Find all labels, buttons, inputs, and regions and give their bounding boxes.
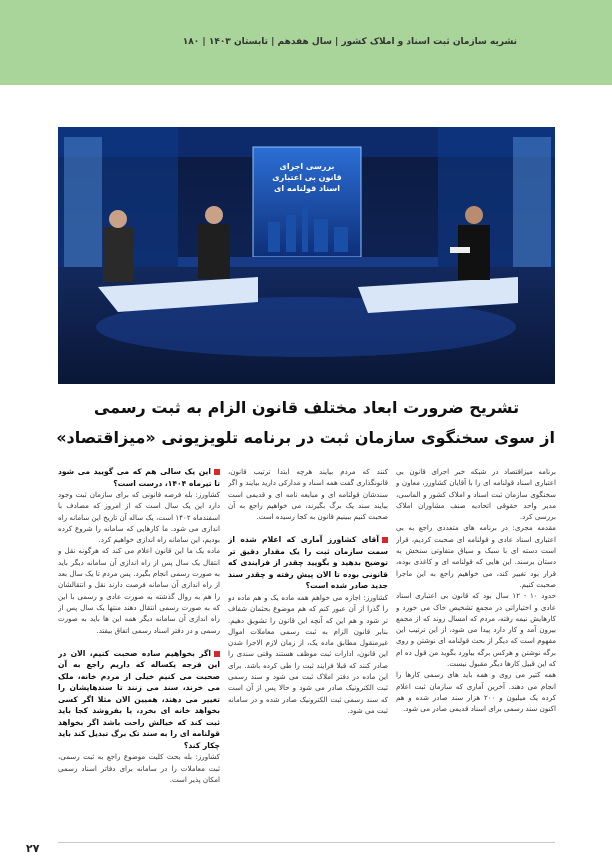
question-text: این یک سالی هم که می گویید می شود تا تیرماه ۱۴۰۴، درست است؟ (58, 467, 220, 488)
column-middle (228, 466, 388, 834)
article-title (58, 397, 555, 449)
question-text: آقای کشاورز آماری که اعلام شده از سمت سازمان ثبت را یک مقدار دقیق تر توضیح بدهید و بگویید چقدر از فرایندی که قانونی بوده تا الان پیش رفته و چقدر سند جدید صادر شده است؟ (228, 535, 388, 591)
question-text: اگر بخواهیم ساده صحبت کنیم، الان در این فرجه یکساله که داریم راجع به آن صحبت می کنیم خیلی از مردم خانه، ملک می خرند، سند می زنند تا سندهایشان را تغییر می دهند، همیین الان مثلا اگر کسی بخواهد خانه ای بخرد، یا بفروشد کجا باید ثبت کند که خیالش راحت باشد اگر بخواهد قولنامه ای را به سند تک برگ تبدیل کند باید چکار کند؟ (58, 648, 220, 750)
question-paragraph (58, 648, 220, 752)
title-line-2: از سوی سخنگوی سازمان ثبت در برنامه تلویزیونی «میزاقتصاد» (56, 428, 555, 447)
question-paragraph (58, 466, 220, 489)
paragraph: کشاورز: بله بحث کلیت موضوع راجع به ثبت رسمی، ثبت معاملات را در سامانه برای دفاتر اسناد رسمی امکان پذیر است. (58, 752, 220, 784)
paragraph: حدود ۱۰ - ۱۲ سال بود که قانون بی اعتباری اسناد عادی و اختیاراتی در مجمع تشخیص خاک می خورد و کارهایش نیمه رفته، مردم که امسال روند که از مجمع بیرون آمد و کار دارد پیدا می شود، از این ترتیب این مفهوم است که دیگر از بحث قولنامه ای نوشتن و روی برگه نوشتن و هرکس برگه بیاورد بگوید من قول ده ام که این قبیل کارها دیگر مقبول نیست. (396, 591, 556, 669)
page-number: ۲۷ (26, 842, 40, 855)
paragraph: کشاورز: بله فرصه قانونی که برای سازمان ثبت وجود دارد این یک سال است که از امروز که مصادف با اسفندماه ۱۴۰۲ است، یک ساله آن تاریخ این سامانه راه اندازی می شود. ما کارهایی که سامانه را شروع کرده بودیم، این سامانه راه اندازی خواهیم کرد. (58, 490, 220, 545)
svg-text:بررسی اجرای: بررسی اجرای (279, 162, 335, 171)
svg-text:اسناد قولنامه ای: اسناد قولنامه ای (274, 184, 340, 193)
studio-image (58, 127, 555, 384)
page-header (0, 0, 612, 85)
column-left (58, 466, 220, 834)
red-square-icon (382, 537, 388, 543)
paragraph: ماده یک ما این قانون اعلام می کند که هرگونه نقل و انتقال یک سال پس از راه اندازی آن سامانه دیگر باید به صورت رسمی انجام بگیرد. پس مردم تا یک سال بعد از راه اندازی آن سامانه فرصت دارند نقل و انتقالشان را هم به روال گذشته به صورت عادی و رسمی با این که به صورت رسمی انتقال دهند منتها یک سال پس از راه اندازی آن سامانه دیگر همه این ها باید به صورت رسمی و در دفتر اسناد رسمی اتفاق بیفتد. (58, 546, 220, 635)
question-paragraph (228, 534, 388, 592)
column-right (396, 466, 556, 834)
paragraph: مقدمه مجری: در برنامه های متعددی راجع به بی اعتباری اسناد عادی و قولنامه ای صحبت کردیم، قرار است دسته ای با سبک و سیاق متفاوتی سنخش به دستان برسند. این هایی که قولنامه ای و کاغذی بوده، قرار بود تغییر کند، می خواهیم راجع به این ماجرا صحبت کنیم. (396, 523, 556, 589)
paragraph: همه کتیر می روی و همه باید های رسمی کارها را انجام می دهند. آخرین آماری که سازمان ثبت اعلام کرده یک میلیون و ۲۰۰ هزار سند صادر شده و هم اکنون سند رسمی برای اسناد قدیمی صادر می شود. (396, 670, 556, 714)
paragraph: کشاورز: اجازه می خواهم همه ماده یک و هم ماده دو را گذرا از آن عبور کنم که هم موضوع بحثمان شفاف تر شود و هم این که آنچه این قانون را تشویق دهیم. بنابر قانون الزام به ثبت رسمی معاملات اموال غیرمنقول مطابق ماده یک، از زمان لازم الاجرا شدن این قانون، ادارات ثبت موظف هستند وقتی سندی را صادر کنند که قبلا فرایند ثبت را طی کرده باشد. برای این ماده در دفتر املاک ثبت می شود و سند رسمی ثبت الکترونیک صادر می شود و حالا پس از آن است که سند رسمی ثبت الکترونیک صادر شده و در سامانه ثبت می شود. (228, 592, 388, 715)
svg-text:قانون بی اعتباری: قانون بی اعتباری (272, 173, 342, 182)
footer-divider (58, 842, 555, 843)
paragraph: برنامه میزاقتصاد در شبکه خبر اجرای قانون بی اعتباری اسناد قولنامه ای را با آقایان کشاورز، معاون و سخنگوی سازمان ثبت اسناد و املاک کشور و الماسی، مدیر واحد حقوقی اتحادیه صنف مشاوران املاک بررسی کرد. (396, 467, 556, 522)
issue-info: نشریه سازمان ثبت اسناد و املاک کشور | سال هفدهم | تابستان ۱۴۰۳ | ۱۸۰ (182, 37, 517, 47)
red-square-icon (214, 651, 220, 657)
red-square-icon (214, 469, 220, 475)
title-line-1: تشریح ضرورت ابعاد مختلف قانون الزام به ثبت رسمی (93, 398, 520, 417)
paragraph: کنند که مردم بیایند هرچه ابتدا ترتیب قانون، قانونگذاری گفت همه اسناد و مدارکی دارید بیایند و اگر سندشان قولنامه ای و مبایعه نامه ای و قدیمی است بیایند سند یک برگ بگیرند، می خواهیم راجع به آن صحبت کنیم ببینیم قانون به کجا رسیده است. (228, 467, 388, 522)
tv-studio-photo (58, 127, 555, 384)
